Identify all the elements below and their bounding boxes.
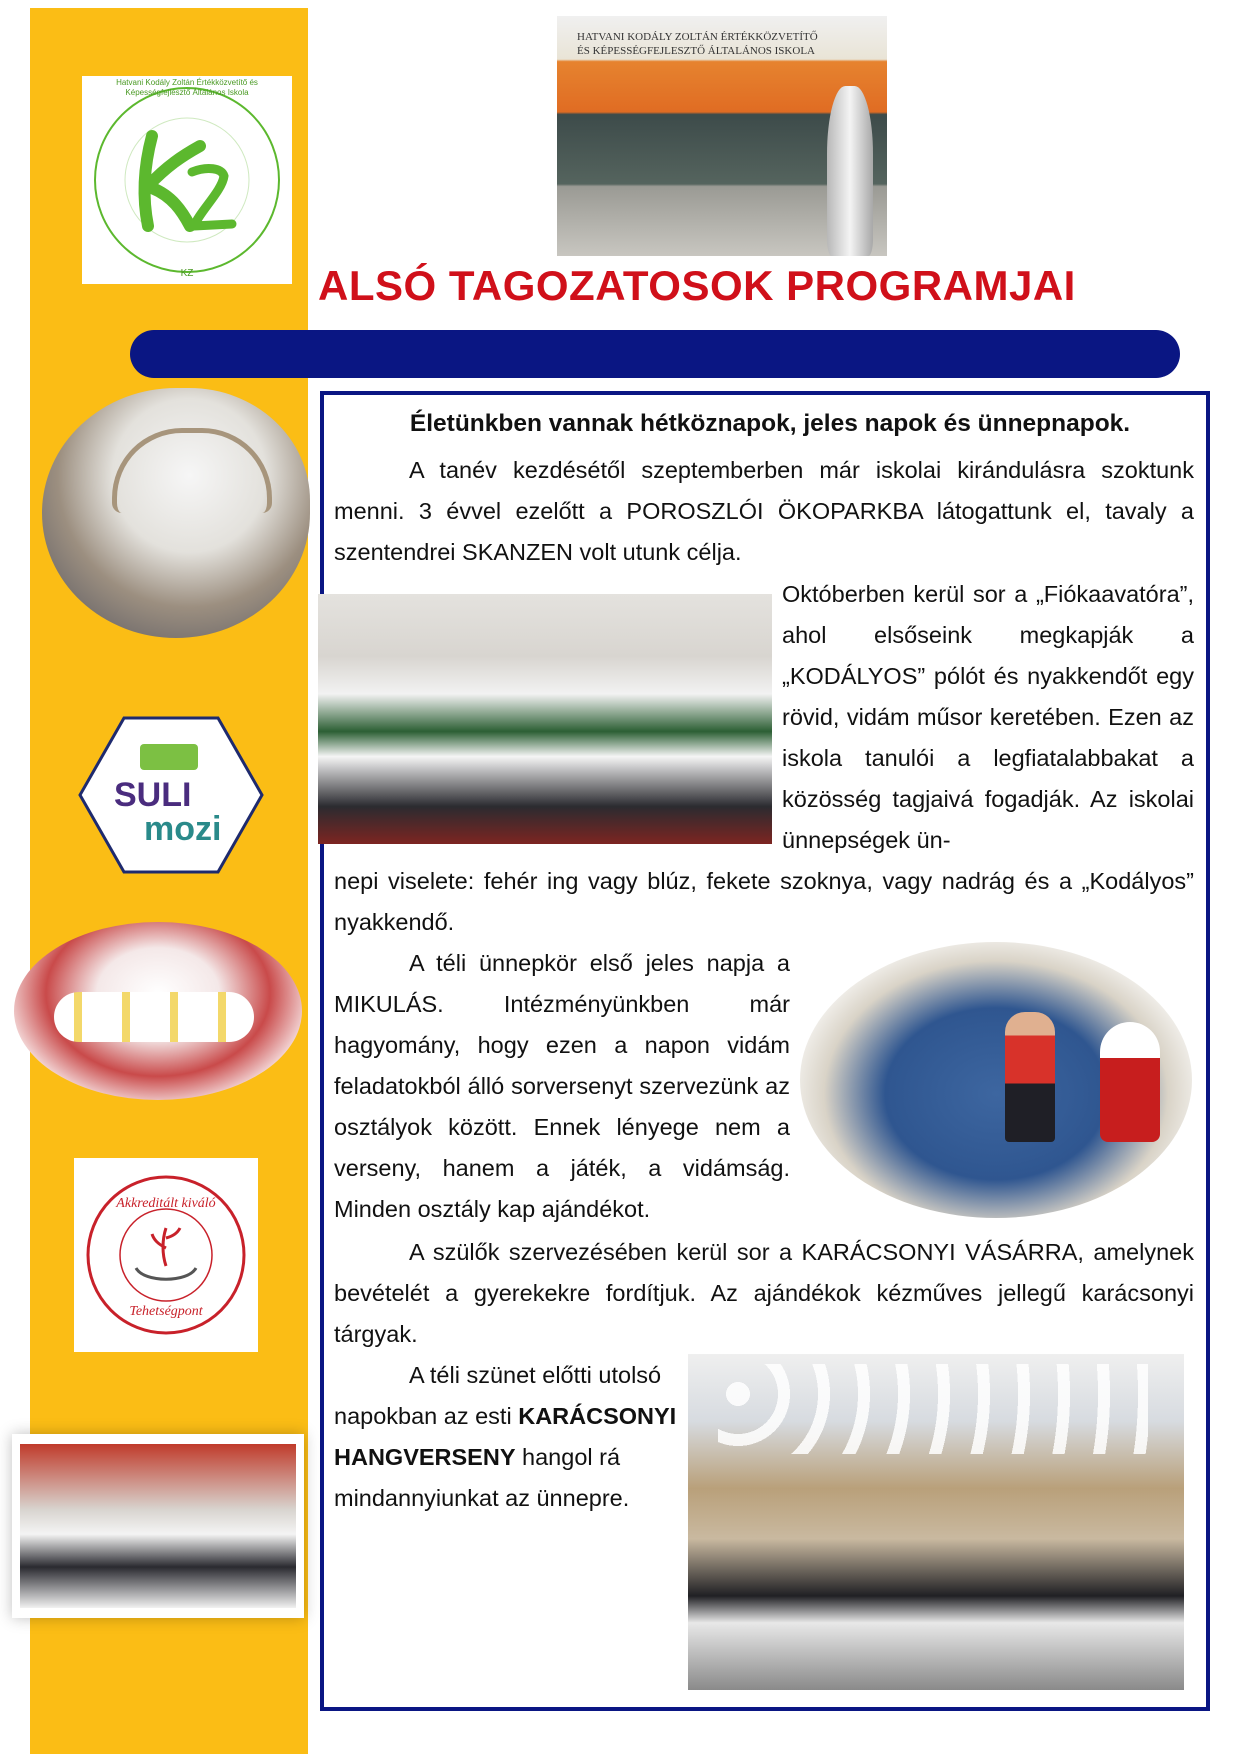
logo-ring-text: Hatvani Kodály Zoltán Értékközvetítő és Képességfejlesztő Általános Iskola [116, 78, 258, 97]
school-name-sign: HATVANI KODÁLY ZOLTÁN ÉRTÉKKÖZVETÍTŐ ÉS KÉPESSÉGFEJLESZTŐ ÁLTALÁNOS ISKOLA [577, 31, 818, 57]
choir-photo-sidebar [12, 1434, 304, 1618]
title-underline-bar [130, 330, 1180, 378]
paragraph-mikulas: A téli ünnepkör első jeles napja a MIKULÁS. Intézményünkben már hagyomány, hogy ezen a napon vidám feladatokból álló sorversenyt szervezünk az osztályok között. Ennek lényege nem a verseny, hanem a játék, a vidámság. Minden osztály kap ajándékot. [334, 950, 790, 1222]
paragraph-trip: A tanév kezdésétől szeptemberben már iskolai kirándulásra szoktunk menni. 3 évvel ezelőtt a POROSZLÓI ÖKOPARKBA látogattunk el, tavaly a szentendrei SKANZEN volt utunk célja. [334, 457, 1194, 565]
badge-bottom-text: Tehetségpont [129, 1304, 203, 1319]
school-logo [82, 76, 292, 284]
first-graders-ceremony-photo [318, 594, 772, 844]
choir-photo-sidebar-image [20, 1444, 296, 1608]
sulimozi-text-line2: mozi [144, 810, 222, 848]
teacher-figure-icon [1005, 1012, 1055, 1142]
sulimozi-logo [78, 716, 264, 874]
paragraph-dress-code: nepi viselete: fehér ing vagy blúz, fekete szoknya, vagy nadrág és a „Kodályos” nyakkendő. [334, 868, 1194, 935]
badge-graphic [74, 1158, 258, 1352]
concert-text-b: hangol rá mindannyiunkat az ünnepre. [334, 1444, 630, 1511]
concert-text-bold: KARÁCSONYI HANGVERSENY [334, 1403, 677, 1470]
concert-text-a: A téli szünet előtti utolsó napokban az esti [334, 1362, 662, 1429]
snowflake-decoration-icon [718, 1364, 1148, 1454]
mikulas-gym-photo [800, 942, 1192, 1218]
trophy-icon [827, 86, 873, 256]
santa-figure-icon [1100, 1022, 1160, 1142]
paragraph-concert [334, 1355, 680, 1519]
flower-decoration-icon [54, 992, 254, 1042]
christmas-concert-photo [688, 1354, 1184, 1690]
museum-trip-photo [42, 388, 310, 638]
article-heading: Életünkben vannak hétköznapok, jeles napok és ünnepnapok. [409, 410, 1131, 437]
logo-initials: KZ [180, 268, 194, 279]
page-title: ALSÓ TAGOZATOSOK PROGRAMJAI [318, 262, 1076, 309]
school-logo-graphic [82, 76, 292, 284]
badge-top-text: Akkreditált kiváló [116, 1196, 216, 1211]
stage-performance-photo [14, 922, 302, 1100]
mammoth-skeleton-icon [112, 428, 272, 513]
paragraph-christmas-fair: A szülők szervezésében kerül sor a KARÁCSONYI VÁSÁRRA, amelynek bevételét a gyerekekre fordítjuk. Az ajándékok kézműves jellegű karácsonyi tárgyak. [334, 1239, 1194, 1347]
sulimozi-text-line1: SULI [114, 776, 192, 814]
paragraph-fiokaavato: Októberben kerül sor a „Fiókaavatóra”, ahol elsőseink megkapják a „KODÁLYOS” pólót és nyakkendőt egy rövid, vidám műsor keretében. Ezen az iskola tanulói a legfiatalabbakat a közösség tagjaivá fogadják. Az iskolai ünnepségek ün- [782, 581, 1194, 853]
school-entrance-photo [557, 16, 887, 256]
talent-point-badge [74, 1158, 258, 1352]
